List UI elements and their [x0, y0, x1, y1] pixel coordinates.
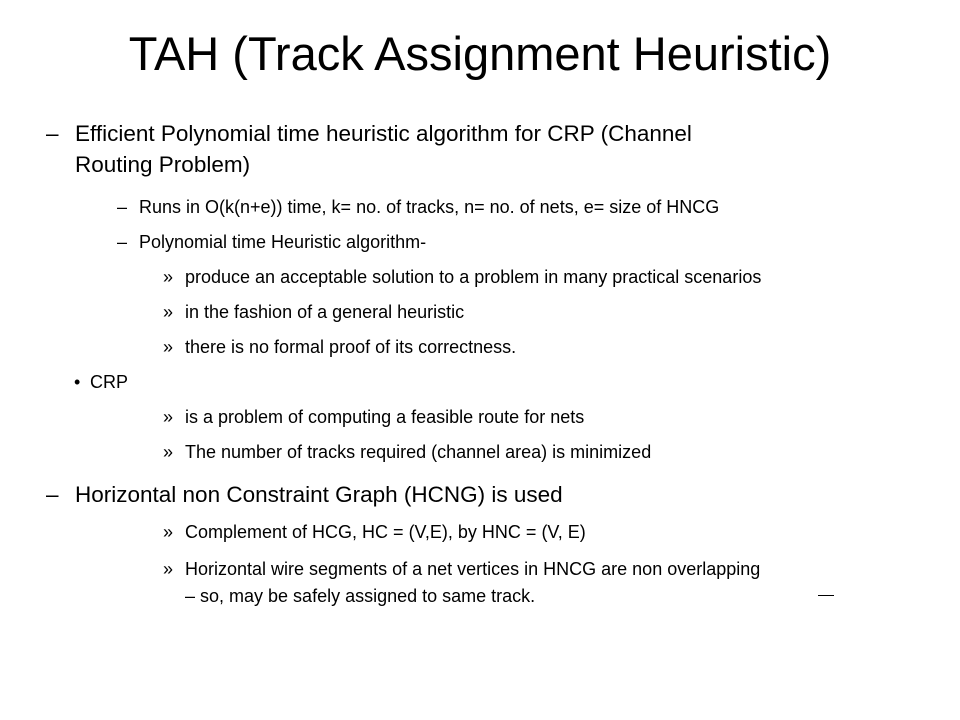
bullet-crp: CRP [90, 372, 129, 392]
raquo-marker: » [163, 302, 174, 322]
raquo-marker: » [163, 522, 174, 542]
raquo-marker: » [163, 407, 174, 427]
sub-item-no-formal-proof: there is no formal proof of its correctness. [185, 337, 517, 357]
raquo-marker: » [163, 442, 174, 462]
sub-item-acceptable-solution: produce an acceptable solution to a problem in many practical scenarios [185, 267, 762, 287]
sub-item-horizontal-wire: Horizontal wire segments of a net vertices in HNCG are non overlapping [185, 559, 761, 579]
dash-marker: – [117, 197, 128, 217]
bullet-efficient-polynomial: Efficient Polynomial time heuristic algorithm for CRP (Channel [75, 121, 692, 146]
sub-item-complement-hcg: Complement of HCG, HC = (V,E), by HNC = (V, E) [185, 522, 586, 542]
raquo-marker: » [163, 267, 174, 287]
dash-marker: – [46, 121, 59, 146]
sub-item-horizontal-wire-cont: – so, may be safely assigned to same track. [185, 586, 536, 606]
bullet-hcng: Horizontal non Constraint Graph (HCNG) is used [75, 482, 563, 507]
dash-marker: – [46, 482, 59, 507]
dash-marker: – [117, 232, 128, 252]
raquo-marker: » [163, 559, 174, 579]
bullet-marker: • [74, 372, 81, 392]
sub-item-feasible-route: is a problem of computing a feasible route for nets [185, 407, 585, 427]
slide-title: TAH (Track Assignment Heuristic) [128, 27, 832, 80]
bullet-efficient-polynomial-cont: Routing Problem) [75, 152, 251, 177]
sub-bullet-polynomial-time: Polynomial time Heuristic algorithm- [139, 232, 427, 252]
stray-overline-mark [818, 595, 834, 596]
sub-item-number-of-tracks: The number of tracks required (channel area) is minimized [185, 442, 652, 462]
raquo-marker: » [163, 337, 174, 357]
sub-bullet-runs-in: Runs in O(k(n+e)) time, k= no. of tracks, n= no. of nets, e= size of HNCG [139, 197, 720, 217]
sub-item-general-heuristic: in the fashion of a general heuristic [185, 302, 465, 322]
